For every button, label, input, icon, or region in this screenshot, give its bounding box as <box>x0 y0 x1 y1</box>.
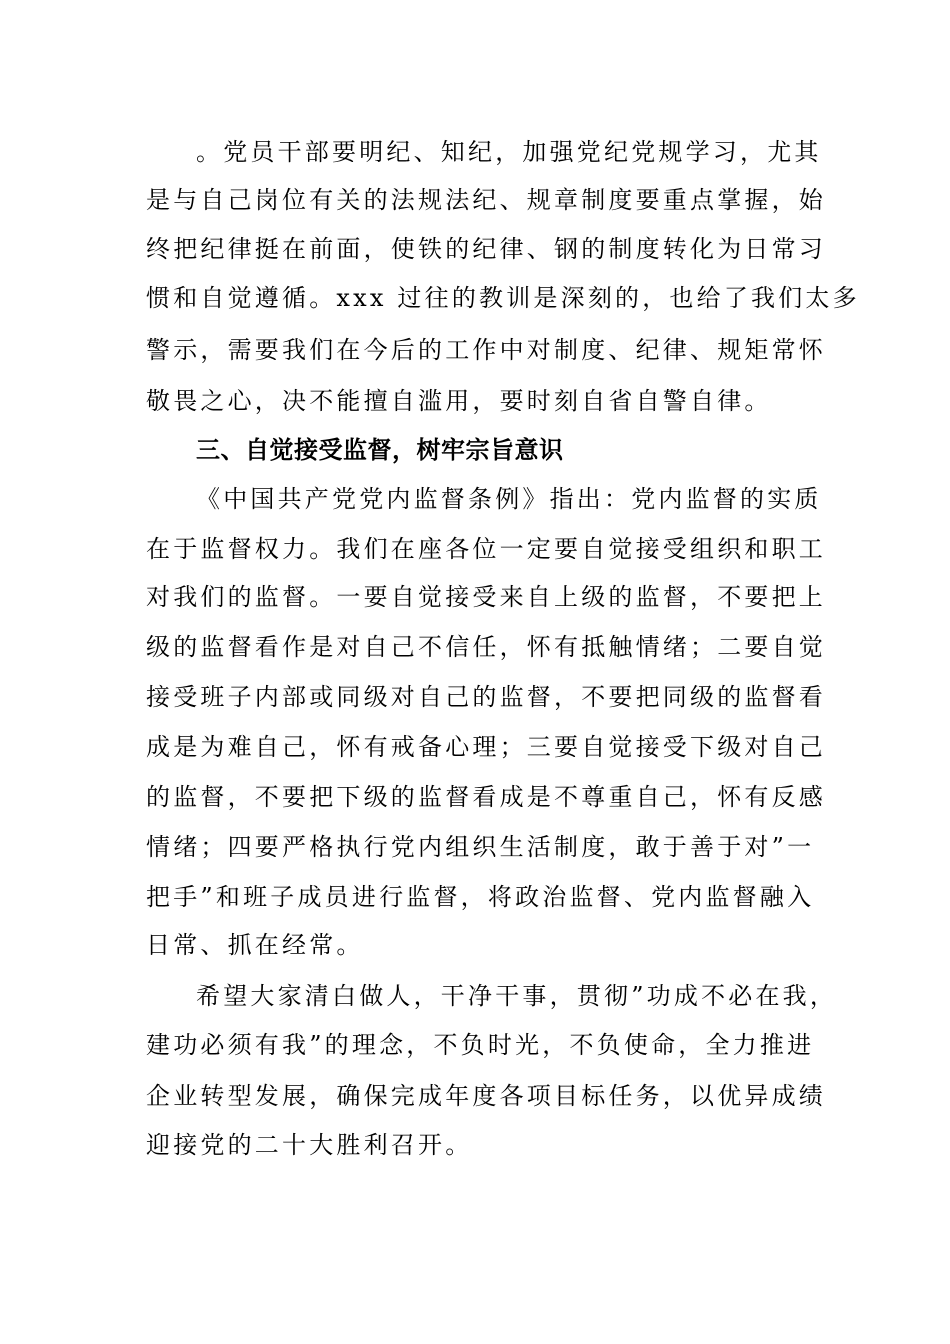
paragraph-line: 迎接党的二十大胜利召开。 <box>146 1131 473 1159</box>
paragraph-line: 敬畏之心，决不能擅自滥用，要时刻自省自警自律。 <box>146 387 772 415</box>
paragraph-line: 是与自己岗位有关的法规法纪、规章制度要重点掌握，始 <box>146 186 826 214</box>
paragraph-line: 情绪；四要严格执行党内组织生活制度，敢于善于对”一 <box>146 833 815 861</box>
paragraph-line: 建功必须有我”的理念，不负时光，不负使命，全力推进 <box>146 1031 815 1059</box>
paragraph-line: 。党员干部要明纪、知纪，加强党纪党规学习，尤其 <box>196 138 822 166</box>
paragraph-line: 的监督，不要把下级的监督看成是不尊重自己，怀有反感 <box>146 783 826 811</box>
paragraph-line: 级的监督看作是对自己不信任，怀有抵触情绪；二要自觉 <box>146 633 826 661</box>
paragraph-line: 惯和自觉遵循。xxx 过往的教训是深刻的，也给了我们太多 <box>146 284 860 312</box>
paragraph-line: 终把纪律挺在前面，使铁的纪律、钢的制度转化为日常习 <box>146 235 826 263</box>
paragraph-line: 希望大家清白做人，干净干事，贯彻”功成不必在我， <box>196 982 838 1010</box>
paragraph-line: 警示，需要我们在今后的工作中对制度、纪律、规矩常怀 <box>146 336 826 364</box>
section-heading: 三、自觉接受监督，树牢宗旨意识 <box>196 436 564 464</box>
paragraph-line: 接受班子内部或同级对自己的监督，不要把同级的监督看 <box>146 683 826 711</box>
paragraph-line: 把手”和班子成员进行监督，将政治监督、党内监督融入 <box>146 883 815 911</box>
paragraph-line: 成是为难自己，怀有戒备心理；三要自觉接受下级对自己 <box>146 733 826 761</box>
paragraph-line: 《中国共产党党内监督条例》指出：党内监督的实质 <box>196 485 822 513</box>
paragraph-line: 在于监督权力。我们在座各位一定要自觉接受组织和职工 <box>146 535 826 563</box>
paragraph-line: 企业转型发展，确保完成年度各项目标任务，以优异成绩 <box>146 1082 826 1110</box>
paragraph-line: 对我们的监督。一要自觉接受来自上级的监督，不要把上 <box>146 583 826 611</box>
paragraph-line: 日常、抓在经常。 <box>146 931 364 959</box>
